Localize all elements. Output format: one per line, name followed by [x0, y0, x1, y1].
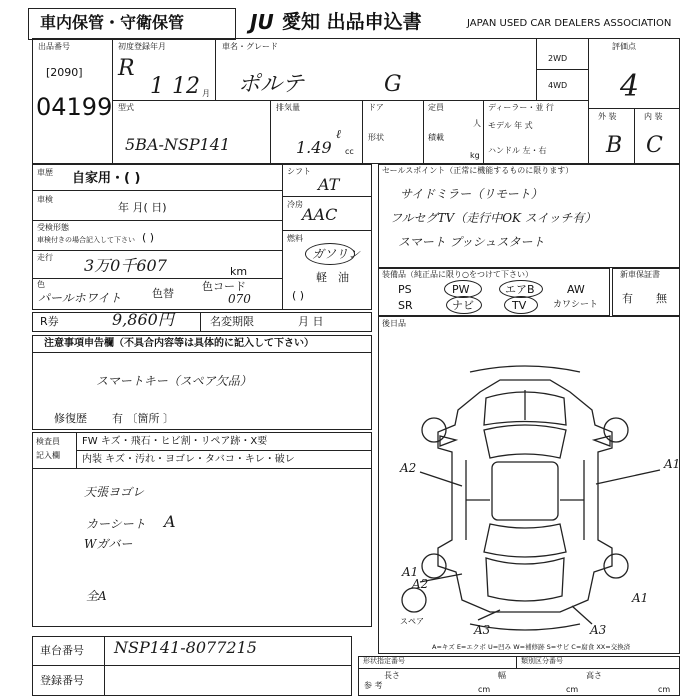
equip-tv: TV: [512, 299, 527, 312]
fuel-diesel: 軽 油: [316, 271, 349, 284]
length-label: 長さ: [384, 671, 400, 680]
equip-tv-circle: [504, 296, 538, 314]
inspector-label: 検査員: [36, 437, 60, 446]
equip-sr: SR: [398, 299, 413, 312]
color-change-label: 色替: [152, 287, 174, 300]
registration-month-unit: 月: [202, 89, 210, 98]
recycle-value: ( ): [142, 231, 155, 244]
name-change-label: 名変期限: [210, 315, 254, 328]
lot-label: 出品番号: [38, 42, 70, 51]
inspector-label2: 記入欄: [36, 451, 60, 460]
ac-value: AAC: [302, 205, 338, 224]
recycle-note: 車検付きの場合記入して下さい: [37, 236, 135, 244]
shape-label: 形状: [368, 133, 384, 142]
sales-point-3: スマート プッシュスタート: [398, 235, 545, 249]
mileage-unit: km: [230, 265, 248, 278]
inspector-row1: FW キズ・飛石・ヒビ割・リペア跡・X要: [82, 436, 268, 447]
sales-point-1: サイドミラー（リモート）: [400, 187, 543, 201]
fuel-label: 燃料: [287, 234, 303, 243]
inspector-note-1: 天張ヨゴレ: [84, 485, 145, 499]
ju-logo: JU: [250, 10, 274, 34]
dealer-handle-label: ハンドル 左・右: [488, 146, 547, 155]
car-name-value: ポルテ: [238, 72, 305, 97]
car-name-label: 車名・グレード: [222, 42, 278, 51]
class-number-label: 類別区分番号: [521, 657, 563, 665]
form-number-label: 形状指定番号: [363, 657, 405, 665]
car-grade-value: G: [384, 72, 402, 97]
drive-4wd: 4WD: [548, 81, 568, 90]
equip-navi-circle: [446, 296, 482, 314]
score-int-label: 内 装: [644, 112, 663, 121]
damage-mark-5: A1: [632, 591, 649, 605]
damage-mark-4: A1: [402, 565, 419, 579]
color-label: 色: [37, 280, 45, 289]
inspector-note-3: Wガバー: [84, 537, 133, 551]
repair-value: 有 〔箇所 〕: [112, 412, 174, 425]
model-value: 5BA-NSP141: [125, 135, 231, 154]
doors-label: ドア: [368, 103, 384, 112]
spare-label: スペア: [400, 617, 424, 626]
repair-label: 修復歴: [54, 412, 87, 425]
equip-ps: PS: [398, 283, 412, 296]
sales-points-label: セールスポイント（正常に機能するものに限ります）: [382, 166, 574, 175]
equip-navi: ナビ: [452, 299, 474, 312]
color-code-label: 色コード: [202, 280, 246, 293]
capacity-unit: 人: [473, 119, 481, 128]
recycle-label: 受検形態: [37, 223, 69, 232]
color-code-value: 070: [228, 292, 251, 306]
damage-mark-1: A2: [400, 461, 417, 475]
mileage-value: 3万0千607: [84, 256, 167, 275]
dealer-model-year-label: モデル 年 式: [488, 121, 533, 130]
reg-number-label: 登録番号: [40, 674, 84, 687]
capacity-label: 定員: [428, 103, 444, 112]
damage-mark-6: A3: [474, 623, 491, 637]
inspector-note-4: A: [164, 512, 176, 531]
inspector-note-5: 全A: [86, 589, 107, 603]
drive-2wd: 2WD: [548, 54, 568, 63]
chassis-label: 車台番号: [40, 644, 84, 657]
registration-month: 12: [172, 74, 200, 99]
equip-aw: AW: [567, 283, 585, 296]
fuel-other: ( ): [292, 289, 305, 302]
registration-year: 1: [150, 74, 164, 99]
load-label: 積載: [428, 133, 444, 142]
notes-label: 注意事項申告欄（不具合内容等は具体的に記入して下さい）: [44, 338, 314, 349]
warranty-no: 無: [656, 292, 667, 305]
displacement-unit-cc: cc: [345, 147, 354, 156]
dims-box: [358, 656, 680, 696]
notes-value: スマートキー（スペア欠品）: [96, 374, 252, 388]
damage-mark-3: A2: [412, 577, 429, 591]
chassis-value: NSP141-8077215: [114, 638, 257, 657]
ac-label: 冷房: [287, 200, 303, 209]
score-value: 4: [620, 69, 640, 104]
score-ext-value: B: [606, 133, 623, 158]
fuel-gasoline-circle: [305, 243, 355, 265]
color-value: パールホワイト: [38, 291, 122, 305]
inspection-value: 年 月( 日): [118, 201, 167, 214]
score-label: 評価点: [612, 42, 636, 51]
displacement-unit-l: ℓ: [336, 127, 341, 141]
warranty-yes: 有: [622, 292, 633, 305]
registration-label: 初度登録年月: [118, 42, 166, 51]
lot-code: [2090]: [46, 66, 83, 79]
displacement-value: 1.49: [296, 138, 332, 157]
header-subtitle: JAPAN USED CAR DEALERS ASSOCIATION: [467, 18, 672, 29]
model-label: 型式: [118, 103, 134, 112]
inspector-row2: 内装 キズ・汚れ・ヨゴレ・タバコ・キレ・破レ: [82, 454, 295, 465]
equip-airbag: エアB: [505, 283, 535, 296]
score-ext-label: 外 装: [598, 112, 617, 121]
load-unit: kg: [470, 151, 480, 160]
mileage-label: 走行: [37, 253, 53, 262]
fuel-gasoline: ガソリン: [312, 247, 361, 261]
shift-label: シフト: [287, 167, 311, 176]
height-unit: cm: [658, 685, 671, 694]
rear-items-label: 後日品: [382, 319, 406, 328]
dealer-import-label: ディーラー・並 行: [488, 103, 554, 112]
inspection-label: 車検: [37, 195, 53, 204]
ref-label: 参 考: [364, 681, 383, 690]
lot-number: 04199: [36, 93, 113, 121]
equip-pw: PW: [452, 283, 470, 296]
equip-airbag-circle: [499, 280, 543, 298]
name-change-value: 月 日: [298, 315, 324, 328]
equipment-label: 装備品（純正品に限り○をつけて下さい）: [382, 270, 533, 279]
shift-value: AT: [318, 175, 340, 194]
r-ticket-label: R券: [40, 315, 59, 328]
sales-point-2: フルセグTV（走行中OK スイッチ有）: [390, 211, 597, 225]
length-unit: cm: [478, 685, 491, 694]
history-label: 車歴: [37, 168, 53, 177]
equip-leather: カワシート: [553, 300, 599, 310]
header-title: 愛知 出品申込書: [282, 11, 422, 33]
displacement-label: 排気量: [276, 103, 300, 112]
registration-era: R: [118, 56, 135, 81]
header-corner-label: 車内保管・守衛保管: [40, 13, 185, 32]
inspector-note-2: カーシート: [86, 517, 146, 531]
warranty-label: 新車保証書: [620, 270, 660, 279]
score-int-value: C: [646, 133, 663, 158]
width-label: 幅: [498, 671, 506, 680]
damage-mark-7: A3: [590, 623, 607, 637]
diagram-legend: A=キズ E=エクボ U=凹み W=補修跡 S=サビ C=腐食 XX=交換済: [432, 643, 631, 651]
history-value: 自家用・( ): [72, 171, 141, 186]
r-ticket-value: 9,860円: [112, 310, 174, 329]
width-unit: cm: [566, 685, 579, 694]
height-label: 高さ: [586, 671, 602, 680]
damage-mark-2: A1: [664, 457, 681, 471]
